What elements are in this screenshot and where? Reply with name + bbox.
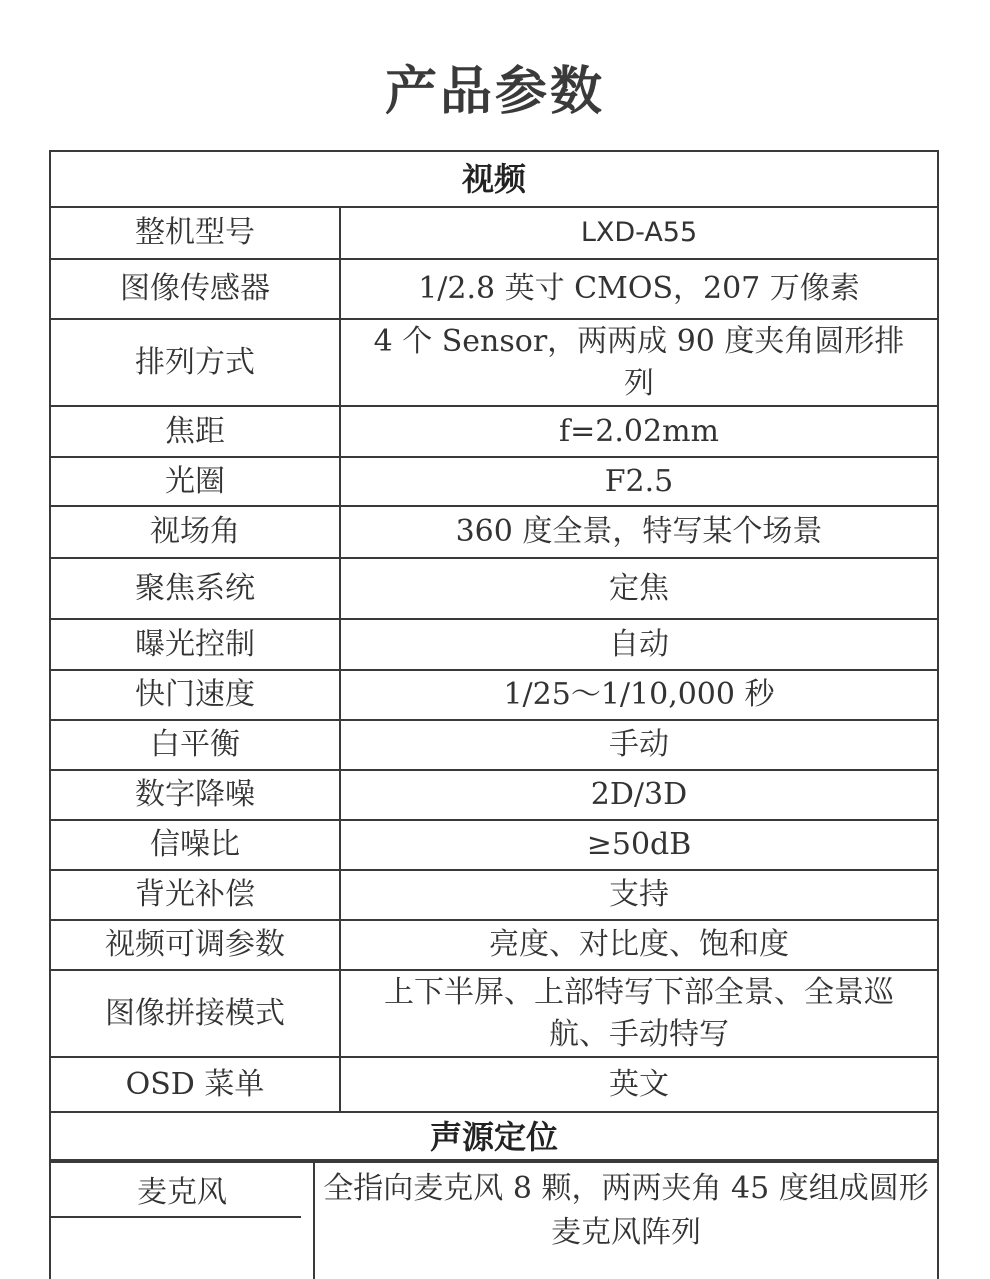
spec-value: f=2.02mm — [340, 406, 938, 457]
table-row — [50, 207, 938, 259]
spec-label: 信噪比 — [50, 820, 340, 870]
spec-label: 排列方式 — [50, 319, 340, 406]
spec-label: 快门速度 — [50, 670, 340, 720]
spec-value: F2.5 — [340, 457, 938, 506]
section-title: 视频 — [50, 151, 938, 207]
table-row — [50, 259, 938, 319]
divider — [49, 1216, 301, 1218]
spec-value: ≥50dB — [340, 820, 938, 870]
spec-label: 曝光控制 — [50, 619, 340, 670]
table-row — [50, 720, 938, 770]
section-header-sound — [50, 1112, 938, 1162]
table-row — [50, 319, 938, 406]
table-row — [50, 506, 938, 558]
spec-label: 背光补偿 — [50, 870, 340, 920]
spec-label: 白平衡 — [50, 720, 340, 770]
spec-label: 视场角 — [50, 506, 340, 558]
spec-value: 全指向麦克风 8 颗，两两夹角 45 度组成圆形麦克风阵列 — [314, 1160, 938, 1279]
section-title: 声源定位 — [50, 1112, 938, 1162]
table-row — [50, 770, 938, 820]
page-title: 产品参数 — [384, 62, 605, 122]
spec-label: 光圈 — [50, 457, 340, 506]
table-row — [50, 870, 938, 920]
spec-value: 4 个 Sensor，两两成 90 度夹角圆形排列 — [340, 319, 938, 406]
spec-label: 麦克风 — [50, 1160, 314, 1279]
section-header-video — [50, 151, 938, 207]
table-row — [50, 970, 938, 1057]
spec-label: 焦距 — [50, 406, 340, 457]
spec-label: OSD 菜单 — [50, 1057, 340, 1112]
spec-value: 英文 — [340, 1057, 938, 1112]
spec-value: 亮度、对比度、饱和度 — [340, 920, 938, 970]
spec-value: 2D/3D — [340, 770, 938, 820]
table-row — [50, 670, 938, 720]
table-row — [50, 406, 938, 457]
table-row — [50, 820, 938, 870]
table-row — [50, 1160, 938, 1279]
spec-label: 图像传感器 — [50, 259, 340, 319]
spec-table — [49, 150, 939, 1163]
spec-label: 图像拼接模式 — [50, 970, 340, 1057]
spec-value: 定焦 — [340, 558, 938, 619]
spec-value: 1/2.8 英寸 CMOS，207 万像素 — [340, 259, 938, 319]
spec-value: 360 度全景，特写某个场景 — [340, 506, 938, 558]
table-row — [50, 457, 938, 506]
table-row — [50, 619, 938, 670]
spec-label: 聚焦系统 — [50, 558, 340, 619]
spec-label: 数字降噪 — [50, 770, 340, 820]
spec-label: 整机型号 — [50, 207, 340, 259]
spec-value: 自动 — [340, 619, 938, 670]
spec-value: 支持 — [340, 870, 938, 920]
spec-value: 手动 — [340, 720, 938, 770]
sound-table — [49, 1159, 939, 1279]
table-row — [50, 1057, 938, 1112]
spec-value: 1/25～1/10,000 秒 — [340, 670, 938, 720]
spec-value: 上下半屏、上部特写下部全景、全景巡航、手动特写 — [340, 970, 938, 1057]
table-row — [50, 558, 938, 619]
spec-label: 视频可调参数 — [50, 920, 340, 970]
table-row — [50, 920, 938, 970]
spec-value: LXD-A55 — [340, 207, 938, 259]
